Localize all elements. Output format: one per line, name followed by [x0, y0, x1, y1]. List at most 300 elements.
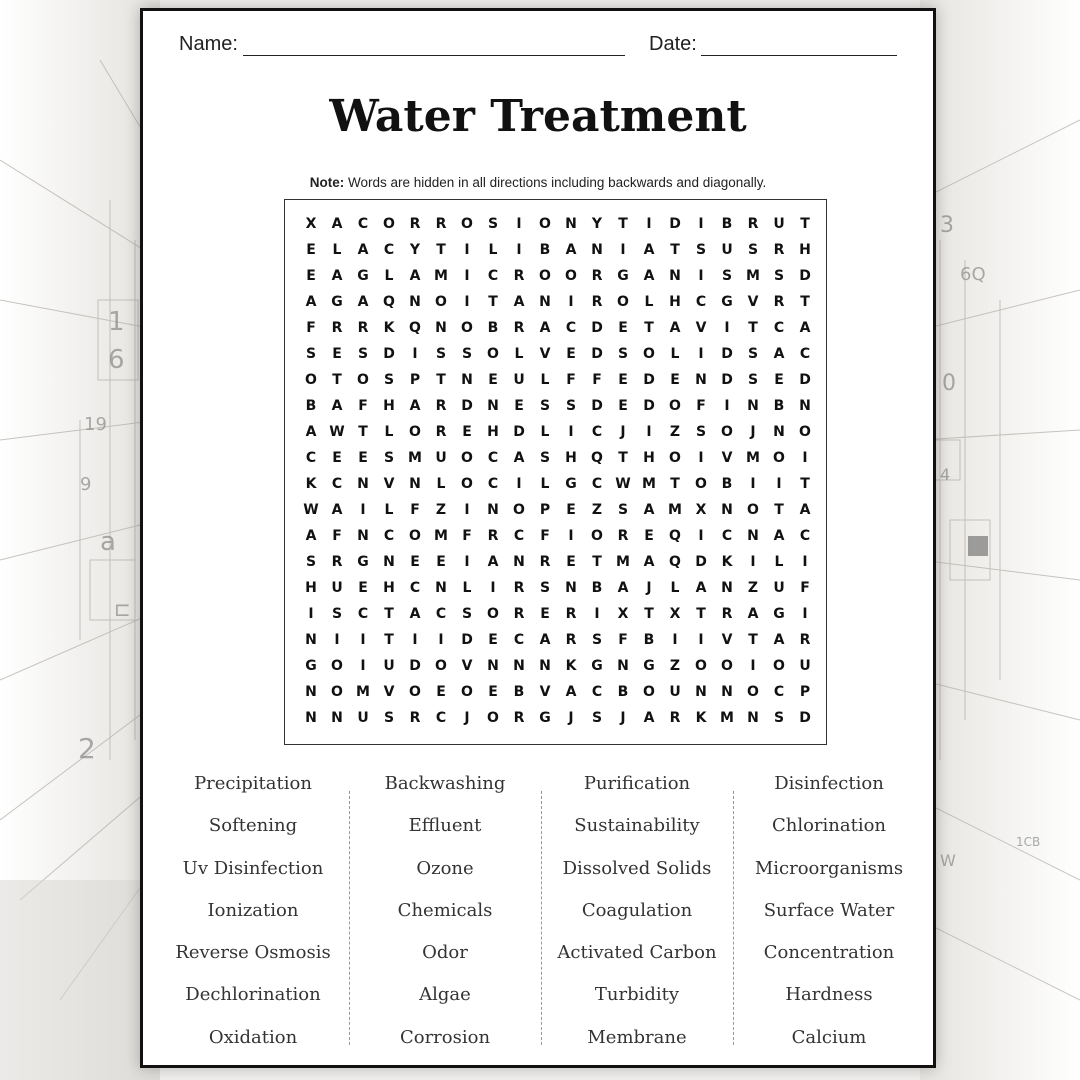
grid-letter[interactable]: C: [383, 242, 395, 258]
grid-letter[interactable]: E: [566, 346, 576, 362]
grid-letter[interactable]: O: [435, 294, 447, 310]
grid-letter[interactable]: R: [513, 268, 525, 284]
grid-letter[interactable]: A: [695, 580, 707, 596]
grid-letter[interactable]: C: [513, 528, 525, 544]
grid-letter[interactable]: U: [513, 372, 525, 388]
grid-letter[interactable]: D: [695, 554, 707, 570]
grid-letter[interactable]: S: [747, 372, 759, 388]
grid-letter[interactable]: S: [773, 268, 785, 284]
grid-letter[interactable]: N: [773, 424, 785, 440]
grid-letter[interactable]: T: [800, 216, 810, 232]
grid-letter[interactable]: O: [357, 372, 369, 388]
grid-letter[interactable]: H: [799, 242, 811, 258]
grid-letter[interactable]: I: [802, 450, 808, 466]
grid-letter[interactable]: A: [513, 450, 525, 466]
grid-letter[interactable]: I: [516, 216, 522, 232]
grid-letter[interactable]: E: [618, 320, 628, 336]
grid-letter[interactable]: F: [566, 372, 576, 388]
grid-letter[interactable]: A: [331, 268, 343, 284]
grid-letter[interactable]: Z: [669, 658, 681, 674]
grid-letter[interactable]: R: [513, 710, 525, 726]
grid-letter[interactable]: Z: [669, 424, 681, 440]
grid-letter[interactable]: N: [409, 476, 421, 492]
grid-letter[interactable]: M: [356, 684, 370, 700]
grid-letter[interactable]: A: [617, 580, 629, 596]
grid-letter[interactable]: S: [695, 424, 707, 440]
grid-letter[interactable]: H: [383, 398, 395, 414]
grid-letter[interactable]: T: [488, 294, 498, 310]
grid-letter[interactable]: N: [357, 476, 369, 492]
grid-letter[interactable]: O: [331, 684, 343, 700]
grid-letter[interactable]: O: [539, 216, 551, 232]
grid-letter[interactable]: A: [331, 216, 343, 232]
grid-letter[interactable]: V: [721, 632, 733, 648]
grid-letter[interactable]: M: [668, 502, 682, 518]
grid-letter[interactable]: O: [747, 684, 759, 700]
grid-letter[interactable]: K: [695, 710, 707, 726]
grid-letter[interactable]: O: [305, 372, 317, 388]
grid-letter[interactable]: U: [773, 216, 785, 232]
grid-letter[interactable]: I: [724, 398, 730, 414]
grid-letter[interactable]: O: [487, 346, 499, 362]
grid-letter[interactable]: C: [487, 476, 499, 492]
grid-letter[interactable]: N: [305, 710, 317, 726]
grid-letter[interactable]: A: [643, 710, 655, 726]
grid-letter[interactable]: K: [565, 658, 577, 674]
grid-letter[interactable]: A: [643, 242, 655, 258]
grid-letter[interactable]: C: [409, 580, 421, 596]
grid-letter[interactable]: B: [721, 476, 733, 492]
grid-letter[interactable]: Y: [409, 242, 421, 258]
grid-letter[interactable]: N: [383, 554, 395, 570]
grid-letter[interactable]: Q: [591, 450, 603, 466]
grid-letter[interactable]: O: [591, 528, 603, 544]
grid-letter[interactable]: S: [773, 710, 785, 726]
grid-letter[interactable]: K: [383, 320, 395, 336]
grid-letter[interactable]: K: [721, 554, 733, 570]
grid-letter[interactable]: E: [306, 268, 316, 284]
grid-letter[interactable]: O: [461, 684, 473, 700]
grid-letter[interactable]: O: [695, 476, 707, 492]
grid-letter[interactable]: X: [695, 502, 707, 518]
grid-letter[interactable]: T: [358, 424, 368, 440]
grid-letter[interactable]: S: [435, 346, 447, 362]
grid-letter[interactable]: C: [773, 320, 785, 336]
grid-letter[interactable]: S: [695, 242, 707, 258]
grid-letter[interactable]: A: [565, 684, 577, 700]
grid-letter[interactable]: A: [487, 554, 499, 570]
grid-letter[interactable]: O: [461, 216, 473, 232]
grid-letter[interactable]: W: [329, 424, 345, 440]
grid-letter[interactable]: D: [721, 372, 733, 388]
grid-letter[interactable]: S: [305, 554, 317, 570]
grid-letter[interactable]: E: [618, 398, 628, 414]
grid-letter[interactable]: B: [617, 684, 629, 700]
grid-letter[interactable]: T: [800, 294, 810, 310]
grid-letter[interactable]: D: [643, 372, 655, 388]
grid-letter[interactable]: N: [461, 372, 473, 388]
grid-letter[interactable]: F: [462, 528, 472, 544]
grid-letter[interactable]: R: [409, 710, 421, 726]
grid-letter[interactable]: R: [565, 606, 577, 622]
grid-letter[interactable]: C: [721, 528, 733, 544]
grid-letter[interactable]: F: [800, 580, 810, 596]
grid-letter[interactable]: G: [357, 554, 369, 570]
grid-letter[interactable]: L: [774, 554, 784, 570]
grid-letter[interactable]: T: [644, 606, 654, 622]
grid-letter[interactable]: C: [591, 684, 603, 700]
grid-letter[interactable]: T: [332, 372, 342, 388]
grid-letter[interactable]: Z: [435, 502, 447, 518]
grid-letter[interactable]: B: [591, 580, 603, 596]
grid-letter[interactable]: E: [410, 554, 420, 570]
grid-letter[interactable]: C: [331, 476, 343, 492]
grid-letter[interactable]: S: [461, 606, 473, 622]
grid-letter[interactable]: C: [799, 346, 811, 362]
grid-letter[interactable]: R: [513, 320, 525, 336]
grid-letter[interactable]: D: [409, 658, 421, 674]
grid-letter[interactable]: I: [412, 632, 418, 648]
grid-letter[interactable]: S: [591, 710, 603, 726]
grid-letter[interactable]: P: [539, 502, 551, 518]
grid-letter[interactable]: G: [591, 658, 603, 674]
grid-letter[interactable]: R: [331, 320, 343, 336]
grid-letter[interactable]: N: [747, 398, 759, 414]
grid-letter[interactable]: R: [565, 632, 577, 648]
grid-letter[interactable]: V: [461, 658, 473, 674]
grid-letter[interactable]: O: [669, 398, 681, 414]
grid-letter[interactable]: A: [747, 606, 759, 622]
grid-letter[interactable]: I: [802, 606, 808, 622]
grid-letter[interactable]: G: [773, 606, 785, 622]
grid-letter[interactable]: S: [539, 398, 551, 414]
grid-letter[interactable]: A: [513, 294, 525, 310]
grid-letter[interactable]: T: [774, 502, 784, 518]
grid-letter[interactable]: B: [721, 216, 733, 232]
grid-letter[interactable]: J: [750, 424, 756, 440]
grid-letter[interactable]: S: [617, 502, 629, 518]
grid-letter[interactable]: I: [516, 476, 522, 492]
grid-letter[interactable]: L: [332, 242, 342, 258]
grid-letter[interactable]: U: [799, 658, 811, 674]
grid-letter[interactable]: V: [747, 294, 759, 310]
grid-letter[interactable]: I: [412, 346, 418, 362]
grid-letter[interactable]: I: [568, 294, 574, 310]
grid-letter[interactable]: E: [566, 502, 576, 518]
grid-letter[interactable]: G: [357, 268, 369, 284]
grid-letter[interactable]: H: [487, 424, 499, 440]
grid-letter[interactable]: T: [384, 606, 394, 622]
grid-letter[interactable]: R: [487, 528, 499, 544]
grid-letter[interactable]: M: [408, 450, 422, 466]
grid-letter[interactable]: D: [799, 710, 811, 726]
grid-letter[interactable]: O: [773, 450, 785, 466]
grid-letter[interactable]: S: [461, 346, 473, 362]
grid-letter[interactable]: T: [644, 320, 654, 336]
grid-letter[interactable]: C: [565, 320, 577, 336]
grid-letter[interactable]: I: [698, 216, 704, 232]
grid-letter[interactable]: O: [409, 424, 421, 440]
grid-letter[interactable]: E: [488, 632, 498, 648]
grid-letter[interactable]: T: [800, 476, 810, 492]
grid-letter[interactable]: W: [303, 502, 319, 518]
grid-letter[interactable]: W: [615, 476, 631, 492]
grid-letter[interactable]: Q: [669, 528, 681, 544]
grid-letter[interactable]: A: [539, 632, 551, 648]
grid-letter[interactable]: E: [644, 528, 654, 544]
grid-letter[interactable]: G: [643, 658, 655, 674]
grid-letter[interactable]: E: [488, 372, 498, 388]
grid-letter[interactable]: Z: [591, 502, 603, 518]
grid-letter[interactable]: L: [384, 268, 394, 284]
grid-letter[interactable]: R: [617, 528, 629, 544]
grid-letter[interactable]: C: [799, 528, 811, 544]
grid-letter[interactable]: E: [670, 372, 680, 388]
grid-letter[interactable]: L: [436, 476, 446, 492]
grid-letter[interactable]: I: [360, 632, 366, 648]
grid-letter[interactable]: I: [568, 528, 574, 544]
grid-letter[interactable]: R: [591, 268, 603, 284]
grid-letter[interactable]: L: [670, 346, 680, 362]
grid-letter[interactable]: S: [331, 606, 343, 622]
grid-letter[interactable]: D: [461, 632, 473, 648]
grid-letter[interactable]: I: [698, 346, 704, 362]
grid-letter[interactable]: N: [669, 268, 681, 284]
grid-letter[interactable]: N: [513, 658, 525, 674]
grid-letter[interactable]: O: [643, 346, 655, 362]
grid-letter[interactable]: O: [695, 658, 707, 674]
grid-letter[interactable]: R: [721, 606, 733, 622]
grid-letter[interactable]: F: [358, 398, 368, 414]
grid-letter[interactable]: C: [591, 424, 603, 440]
grid-letter[interactable]: A: [799, 320, 811, 336]
grid-letter[interactable]: B: [773, 398, 785, 414]
grid-letter[interactable]: P: [409, 372, 421, 388]
grid-letter[interactable]: S: [539, 450, 551, 466]
grid-letter[interactable]: G: [331, 294, 343, 310]
grid-letter[interactable]: I: [698, 528, 704, 544]
grid-letter[interactable]: T: [436, 242, 446, 258]
grid-letter[interactable]: E: [774, 372, 784, 388]
grid-letter[interactable]: C: [695, 294, 707, 310]
grid-letter[interactable]: L: [462, 580, 472, 596]
grid-letter[interactable]: J: [620, 710, 626, 726]
grid-letter[interactable]: A: [331, 398, 343, 414]
grid-letter[interactable]: R: [669, 710, 681, 726]
grid-letter[interactable]: T: [748, 632, 758, 648]
grid-letter[interactable]: C: [487, 450, 499, 466]
grid-letter[interactable]: L: [540, 372, 550, 388]
grid-letter[interactable]: M: [434, 528, 448, 544]
grid-letter[interactable]: S: [747, 242, 759, 258]
grid-letter[interactable]: I: [568, 424, 574, 440]
grid-letter[interactable]: A: [773, 528, 785, 544]
grid-letter[interactable]: N: [539, 658, 551, 674]
grid-letter[interactable]: F: [696, 398, 706, 414]
grid-letter[interactable]: C: [773, 684, 785, 700]
grid-letter[interactable]: I: [750, 476, 756, 492]
grid-letter[interactable]: R: [409, 216, 421, 232]
grid-letter[interactable]: E: [540, 606, 550, 622]
grid-letter[interactable]: D: [591, 398, 603, 414]
grid-letter[interactable]: S: [721, 268, 733, 284]
grid-letter[interactable]: O: [461, 320, 473, 336]
grid-letter[interactable]: N: [695, 372, 707, 388]
grid-letter[interactable]: B: [539, 242, 551, 258]
grid-letter[interactable]: O: [383, 216, 395, 232]
grid-letter[interactable]: O: [773, 658, 785, 674]
grid-letter[interactable]: A: [305, 528, 317, 544]
grid-letter[interactable]: Q: [409, 320, 421, 336]
grid-letter[interactable]: S: [539, 580, 551, 596]
grid-letter[interactable]: E: [488, 684, 498, 700]
grid-letter[interactable]: S: [617, 346, 629, 362]
grid-letter[interactable]: B: [487, 320, 499, 336]
grid-letter[interactable]: H: [669, 294, 681, 310]
grid-letter[interactable]: R: [513, 580, 525, 596]
grid-letter[interactable]: T: [436, 372, 446, 388]
grid-letter[interactable]: G: [305, 658, 317, 674]
grid-letter[interactable]: O: [617, 294, 629, 310]
grid-letter[interactable]: G: [721, 294, 733, 310]
grid-letter[interactable]: F: [410, 502, 420, 518]
grid-letter[interactable]: U: [669, 684, 681, 700]
grid-letter[interactable]: F: [540, 528, 550, 544]
grid-letter[interactable]: I: [360, 502, 366, 518]
grid-letter[interactable]: E: [436, 554, 446, 570]
grid-letter[interactable]: E: [436, 684, 446, 700]
grid-letter[interactable]: M: [746, 450, 760, 466]
grid-letter[interactable]: N: [799, 398, 811, 414]
grid-letter[interactable]: S: [565, 398, 577, 414]
grid-letter[interactable]: U: [331, 580, 343, 596]
grid-letter[interactable]: S: [383, 372, 395, 388]
grid-letter[interactable]: I: [698, 632, 704, 648]
grid-letter[interactable]: D: [513, 424, 525, 440]
grid-letter[interactable]: E: [306, 242, 316, 258]
grid-letter[interactable]: B: [643, 632, 655, 648]
grid-letter[interactable]: R: [435, 216, 447, 232]
grid-letter[interactable]: L: [670, 580, 680, 596]
grid-letter[interactable]: L: [540, 424, 550, 440]
grid-letter[interactable]: C: [357, 216, 369, 232]
grid-letter[interactable]: S: [383, 450, 395, 466]
grid-letter[interactable]: E: [566, 554, 576, 570]
grid-letter[interactable]: L: [384, 424, 394, 440]
grid-letter[interactable]: A: [357, 242, 369, 258]
grid-letter[interactable]: J: [568, 710, 574, 726]
grid-letter[interactable]: T: [670, 242, 680, 258]
grid-letter[interactable]: N: [721, 580, 733, 596]
grid-letter[interactable]: E: [332, 450, 342, 466]
grid-letter[interactable]: N: [305, 632, 317, 648]
grid-letter[interactable]: I: [360, 658, 366, 674]
grid-letter[interactable]: I: [464, 294, 470, 310]
grid-letter[interactable]: C: [435, 710, 447, 726]
grid-letter[interactable]: J: [646, 580, 652, 596]
grid-letter[interactable]: H: [383, 580, 395, 596]
grid-letter[interactable]: D: [799, 268, 811, 284]
grid-letter[interactable]: M: [642, 476, 656, 492]
grid-letter[interactable]: I: [646, 424, 652, 440]
grid-letter[interactable]: A: [409, 268, 421, 284]
grid-letter[interactable]: E: [358, 450, 368, 466]
grid-letter[interactable]: A: [331, 502, 343, 518]
grid-letter[interactable]: N: [487, 658, 499, 674]
grid-letter[interactable]: I: [464, 502, 470, 518]
grid-letter[interactable]: N: [305, 684, 317, 700]
grid-letter[interactable]: D: [721, 346, 733, 362]
grid-letter[interactable]: T: [384, 632, 394, 648]
grid-letter[interactable]: O: [721, 658, 733, 674]
grid-letter[interactable]: O: [721, 424, 733, 440]
grid-letter[interactable]: N: [487, 502, 499, 518]
grid-letter[interactable]: A: [643, 554, 655, 570]
grid-letter[interactable]: I: [724, 320, 730, 336]
grid-letter[interactable]: V: [383, 476, 395, 492]
grid-letter[interactable]: N: [565, 216, 577, 232]
grid-letter[interactable]: U: [773, 580, 785, 596]
grid-letter[interactable]: I: [802, 554, 808, 570]
grid-letter[interactable]: O: [643, 684, 655, 700]
grid-letter[interactable]: F: [618, 632, 628, 648]
name-blank-line[interactable]: [243, 55, 625, 56]
grid-letter[interactable]: R: [435, 424, 447, 440]
grid-letter[interactable]: L: [384, 502, 394, 518]
grid-letter[interactable]: I: [594, 606, 600, 622]
grid-letter[interactable]: V: [539, 684, 551, 700]
grid-letter[interactable]: V: [695, 320, 707, 336]
grid-letter[interactable]: O: [461, 476, 473, 492]
grid-letter[interactable]: C: [305, 450, 317, 466]
grid-letter[interactable]: N: [747, 710, 759, 726]
grid-letter[interactable]: X: [669, 606, 681, 622]
grid-letter[interactable]: S: [383, 710, 395, 726]
grid-letter[interactable]: O: [409, 528, 421, 544]
grid-letter[interactable]: F: [306, 320, 316, 336]
grid-letter[interactable]: A: [773, 346, 785, 362]
grid-letter[interactable]: M: [720, 710, 734, 726]
grid-letter[interactable]: P: [799, 684, 811, 700]
grid-letter[interactable]: G: [539, 710, 551, 726]
grid-letter[interactable]: A: [565, 242, 577, 258]
grid-letter[interactable]: C: [513, 632, 525, 648]
grid-letter[interactable]: O: [487, 710, 499, 726]
grid-letter[interactable]: N: [695, 684, 707, 700]
grid-letter[interactable]: R: [539, 554, 551, 570]
grid-letter[interactable]: N: [357, 528, 369, 544]
grid-letter[interactable]: C: [357, 606, 369, 622]
grid-letter[interactable]: C: [435, 606, 447, 622]
grid-letter[interactable]: T: [592, 554, 602, 570]
grid-letter[interactable]: N: [435, 320, 447, 336]
grid-letter[interactable]: O: [461, 450, 473, 466]
date-blank-line[interactable]: [701, 55, 897, 56]
grid-letter[interactable]: B: [305, 398, 317, 414]
grid-letter[interactable]: A: [305, 424, 317, 440]
grid-letter[interactable]: O: [747, 502, 759, 518]
grid-letter[interactable]: A: [643, 268, 655, 284]
grid-letter[interactable]: I: [672, 632, 678, 648]
grid-letter[interactable]: Z: [747, 580, 759, 596]
grid-letter[interactable]: L: [514, 346, 524, 362]
grid-letter[interactable]: A: [409, 606, 421, 622]
grid-letter[interactable]: V: [539, 346, 551, 362]
grid-letter[interactable]: M: [616, 554, 630, 570]
grid-letter[interactable]: R: [591, 294, 603, 310]
grid-letter[interactable]: O: [799, 424, 811, 440]
grid-letter[interactable]: I: [620, 242, 626, 258]
